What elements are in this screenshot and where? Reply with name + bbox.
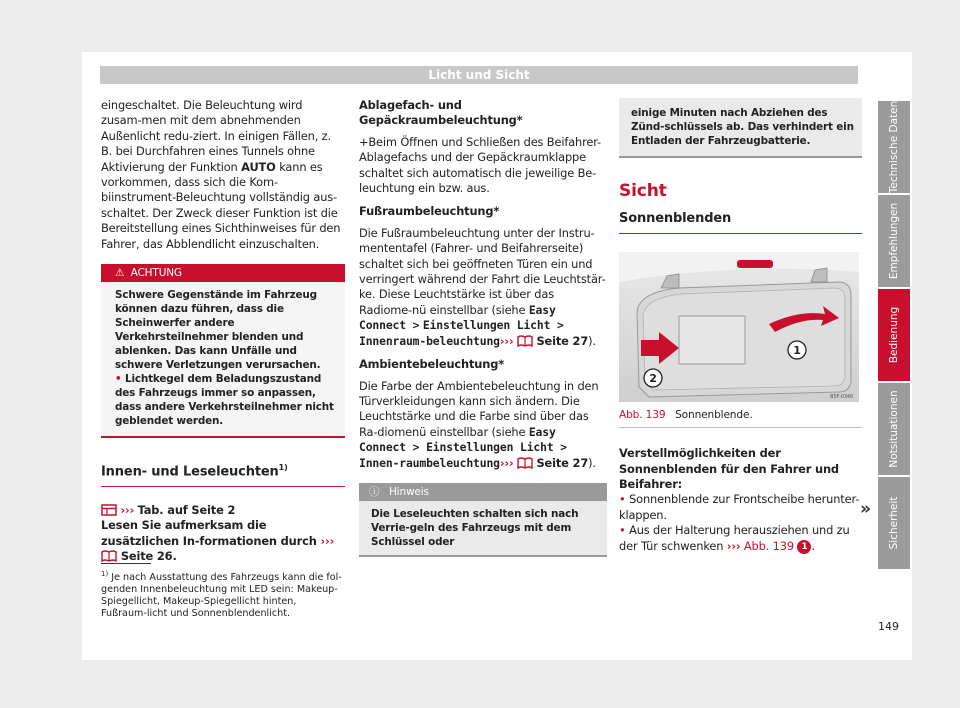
info-icon: ⓘ [369,485,380,498]
sunvisor-illustration [619,252,859,402]
section-title-sunvisors: Sonnenblenden [619,211,862,233]
book-icon [101,550,117,562]
warning-header: ⚠ ACHTUNG [101,264,345,282]
heading-storage-lighting: Ablagefach- und Gepäckraumbeleuchtung* [359,98,523,128]
tab-notsituationen[interactable]: Notsituationen [878,383,910,475]
ambient-ref-link[interactable]: Seite 27 [536,455,589,470]
footwell-lighting-text: Die Fußraumbeleuchtung unter der Instru-mententafel (Fahrer- und Beifahrerseite) schaltet sich bei geöffneten Türen ein und verringert während der Fahrt die Leuchtstär-ke. Diese Leuchtstärke ist über das Radiome-nü einstellbar (siehe Easy Connect > Einstellungen Licht > Innenraum-beleuchtung››› Seite 27). [359,225,606,348]
storage-lighting-text: +Beim Öffnen und Schließen des Beifahrer-Ablagefachs und der Gepäckraumklappe schaltet sich automatisch die jeweilige Be-leuchtung ein bzw. aus. [359,134,602,196]
figure-ref-link[interactable]: Abb. 139 [743,538,794,553]
column-1 [101,98,345,564]
book-icon [517,457,533,469]
bullet-item: • Aus der Halterung herausziehen und zu der Tür schwenken ››› Abb. 139 1 . [619,523,850,553]
note-header: ⓘ Hinweis [359,483,607,501]
heading-footwell-lighting: Fußraumbeleuchtung* [359,204,500,219]
warning-box [101,264,345,438]
figure-caption: Abb. 139 Sonnenblende. [619,402,862,428]
figure-label-1: 1 [793,343,801,357]
note-box [359,483,607,557]
page-number: 149 [878,620,899,633]
section-title-interior-lights: Innen- und Leseleuchten$^{1)}$ [101,460,345,487]
footnote: $^{1)}$ Je nach Ausstattung des Fahrzeugs kann die fol-genden Innenbeleuchtung mit LED sein: Makeup-Spiegellicht, Makeup-Spiegellicht hinten, Fußraum-licht und Sonnenblendenlicht. [101,570,342,620]
bullet-icon: • [619,492,626,507]
footwell-ref-link[interactable]: Seite 27 [536,333,589,348]
tab-bedienung[interactable]: Bedienung [878,289,910,381]
figure-label-2: 2 [649,371,657,385]
lead-text: Lesen Sie aufmerksam die zusätzlichen In-formationen durch ››› Seite 26. [101,518,335,564]
bullet-icon: • [619,523,626,538]
bullet-icon: • [115,373,122,386]
ambient-lighting-text: Die Farbe der Ambientebeleuchtung in den Türverkleidungen kann sich ändern. Die Leuchtstärke und die Farbe sind über das Ra-diomenü einstellbar (siehe Easy Connect > Einstellungen Licht > Innen-raumbeleuchtung››› Seite 27). [359,378,599,470]
page-header: Licht und Sicht [100,66,858,84]
tab-technische-daten[interactable]: Technische Daten [878,101,910,193]
tab-ref-link[interactable]: Tab. auf Seite 2 [137,502,236,517]
intro-text: eingeschaltet. Die Beleuchtung wird zusam-men mit dem abnehmenden Außenlicht redu-ziert. In einigen Fällen, z. B. bei Durchfahren eines Tunnels ohne Aktivierung der Funktion AUTO kann es vorkommen, dass sich die Kom-biinstrument-Beleuchtung vollständig aus-schaltet. Der Zweck dieser Funktion ist die Bereitstellung eines Sichthinweises für den Fahrer, das Abblendlicht einzuschalten. [101,98,341,251]
tab-sicherheit[interactable]: Sicherheit [878,477,910,569]
heading-sunvisor-options: Verstellmöglichkeiten der Sonnenblenden für den Fahrer und Beifahrer: [619,446,839,492]
note-box-continued: einige Minuten nach Abziehen des Zünd-schlüssels ab. Das verhindert ein Entladen der Fahrzeugbatterie. [619,98,862,158]
callout-1-icon: 1 [797,540,811,554]
figure-code: B5F-0346 [830,393,853,400]
footnote-divider [101,563,151,564]
note-body: Die Leseleuchten schalten sich nach Verrie-geln des Fahrzeugs mit dem Schlüssel oder [371,507,579,548]
sunvisor-figure [619,252,859,402]
tab-reference [101,503,345,518]
table-icon [101,504,117,516]
lead-ref-link[interactable]: Seite 26. [120,549,177,564]
heading-ambient-lighting: Ambientebeleuchtung* [359,357,505,372]
auto-symbol: AUTO [241,159,276,174]
side-tabs [878,101,910,571]
tab-empfehlungen[interactable]: Empfehlungen [878,195,910,287]
continue-mark: » [860,499,871,519]
book-icon [517,335,533,347]
bullet-item: • Sonnenblende zur Frontscheibe herunter-klappen. [619,492,860,522]
chapter-title: Sicht [619,181,667,201]
warning-body: Schwere Gegenstände im Fahrzeug können dazu führen, dass die Scheinwerfer andere Verkehrsteilnehmer blenden und ablenken. Das kann Unfälle und schwere Verletzungen verursachen. • Lichtkegel dem Beladungszustand des Fahrzeugs immer so anpassen, dass andere Verkehrsteilnehmer nicht geblendet werden. [115,289,334,428]
column-3 [619,98,862,554]
warning-triangle-icon: ⚠ [115,267,125,280]
column-2 [359,98,607,557]
arrow-glyph: ››› [120,502,135,517]
